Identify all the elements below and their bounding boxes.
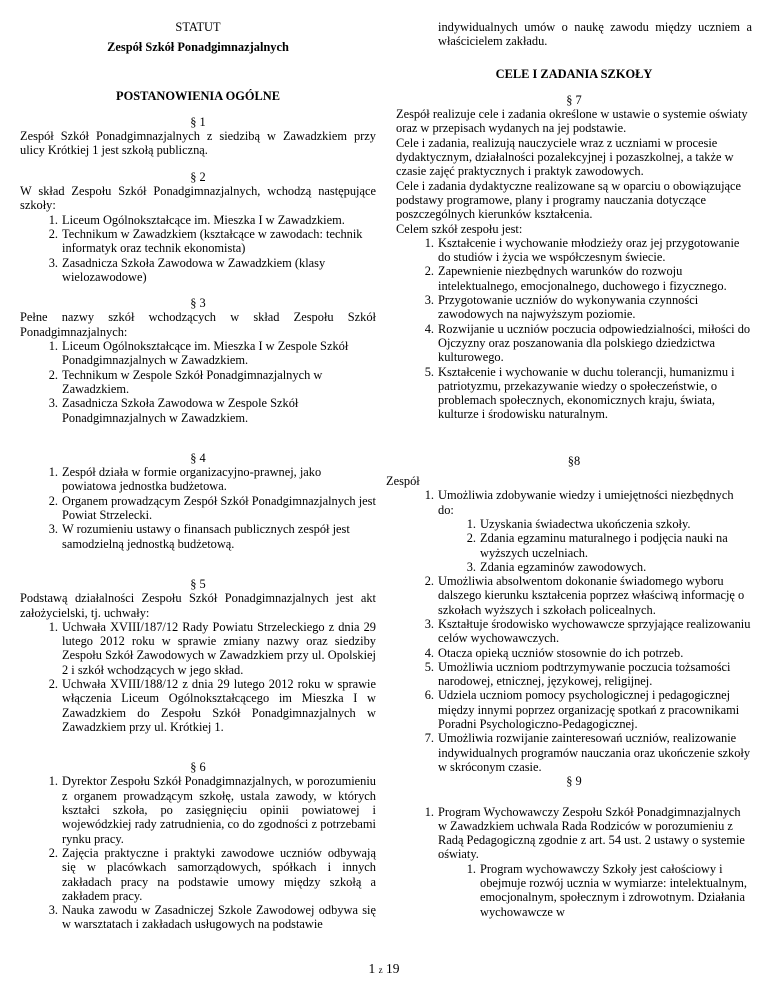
list-item: 5. Kształcenie i wychowanie w duchu tolerancji, humanizmu i patriotyzmu, przekazywanie wiedzy o społeczeństwie, o problemach społecznych, ekonomicznych kraju, świata, kulturze i środowisku naturalnym. bbox=[424, 364, 735, 422]
paragraph-5-list bbox=[20, 620, 376, 734]
sub-list-item: 2. Zdania egzaminu maturalnego i podjęcia nauki na wyższych uczelniach. bbox=[466, 531, 728, 560]
paragraph-9-sublist bbox=[438, 862, 752, 919]
list-item: 2. Uchwała XVIII/188/12 z dnia 29 lutego 2012 roku w sprawie włączenia Liceum Ogólnokształcącego im Mieszka I w Zawadzkiem do Zespołu Szkół Ponadgimnazjalnych w Zawadzkiem przy ul. Krótkiej 1. bbox=[48, 676, 376, 734]
list-item: 3. Zasadnicza Szkoła Zawodowa w Zespole Szkół Ponadgimnazjalnych w Zawadzkiem. bbox=[48, 396, 299, 425]
paragraph-6-list bbox=[20, 774, 376, 931]
list-item: 1. Umożliwia zdobywanie wiedzy i umiejętności niezbędnych do: 1. Uzyskania świadectwa ukończenia szkoły. 2. Zdania egzaminu maturalnego i podjęcia nauki na wyższych uczelniach. 3. Zdania egzaminów zawodowych. bbox=[396, 488, 752, 574]
list-item: 3. Zasadnicza Szkoła Zawodowa w Zawadzkiem (klasy wielozawodowe) bbox=[48, 255, 326, 284]
paragraph-sign-4: § 4 bbox=[190, 450, 206, 465]
section-heading-goals: CELE I ZADANIA SZKOŁY bbox=[495, 66, 653, 81]
list-item: 1. Uchwała XVIII/187/12 Rady Powiatu Strzeleckiego z dnia 29 lutego 2012 roku w sprawie zmiany nazwy oraz siedziby Zespołu Szkół Zawodowych w Zawadzkiem przy ul. Opolskiej 2 i szkół wchodzących w jego skład. bbox=[48, 619, 376, 677]
list-item: 2. Zajęcia praktyczne i praktyki zawodowe uczniów odbywają się w placówkach samorządowych, spółkach i innych zakładach pracy na podstawie umowy między szkołą a zakładem pracy. bbox=[48, 845, 376, 903]
list-item: 3. W rozumieniu ustawy o finansach publicznych zespół jest samodzielną jednostką budżetową. bbox=[48, 522, 350, 551]
paragraph-1-text: Zespół Szkół Ponadgimnazjalnych z siedzibą w Zawadzkiem przy ulicy Krótkiej 1 jest szkołą publiczną. bbox=[20, 129, 376, 158]
right-column bbox=[386, 0, 752, 919]
list-item: 2. Organem prowadzącym Zespół Szkół Ponadgimnazjalnych jest Powiat Strzelecki. bbox=[48, 493, 376, 523]
paragraph-5-intro: Podstawą działalności Zespołu Szkół Ponadgimnazjalnych jest akt założycielski, tj. uchwały: bbox=[20, 591, 376, 620]
list-item: 1. Kształcenie i wychowanie młodzieży oraz jej przygotowanie do studiów i życia we współczesnym świecie. bbox=[424, 235, 740, 265]
paragraph-sign-6: § 6 bbox=[190, 760, 206, 775]
list-item: 2. Technikum w Zawadzkiem (kształcące w zawodach: technik informatyk oraz technik ekonomista) bbox=[48, 226, 363, 256]
paragraph-7-text: Cele i zadania dydaktyczne realizowane są w oparciu o obowiązujące podstawy programowe, plany i programy nauczania dotyczące poszczególnych kierunków kształcenia. bbox=[396, 178, 742, 222]
statut-title: STATUT bbox=[175, 20, 221, 34]
section-heading-general: POSTANOWIENIA OGÓLNE bbox=[116, 88, 280, 103]
sub-list-item: 1. Program wychowawczy Szkoły jest całościowy i obejmuje rozwój ucznia w wymiarze: intelektualnym, emocjonalnym, społecznym i zdrowotnym. Działania wychowawcze w bbox=[466, 861, 747, 919]
sub-list-item: 1. Uzyskania świadectwa ukończenia szkoły. bbox=[466, 516, 691, 531]
continuation-text: indywidualnych umów o naukę zawodu między uczniem a właścicielem zakładu. bbox=[438, 20, 752, 49]
paragraph-sign-5: § 5 bbox=[190, 576, 206, 591]
list-item: 1. Liceum Ogólnokształcące im. Mieszka I w Zawadzkiem. bbox=[48, 212, 345, 227]
paragraph-8-sublist bbox=[438, 517, 752, 574]
list-item: 6. Udziela uczniom pomocy psychologicznej i pedagogicznej między innymi poprzez organizację spotkań z pracownikami Poradni Psychologiczno-Pedagogicznej. bbox=[424, 688, 740, 732]
list-item: 2. Umożliwia absolwentom dokonanie świadomego wyboru dalszego kierunku kształcenia poprzez właściwą informację o szkołach wyższych i szkołach policealnych. bbox=[424, 574, 745, 617]
page-number bbox=[0, 962, 768, 977]
paragraph-8-intro: Zespół bbox=[386, 474, 420, 489]
list-item: 1. Zespół działa w formie organizacyjno-prawnej, jako powiatowa jednostka budżetowa. bbox=[48, 465, 322, 494]
list-item: 1. Dyrektor Zespołu Szkół Ponadgimnazjalnych, w porozumieniu z organem prowadzącym szkołę, ustala zawody, w których kształci szkoła, po zasięgnięciu opinii powiatowej i wojewódzkiej rady zatrudnienia, co do zgodności z potrzebami rynku pracy. bbox=[48, 774, 376, 846]
list-item: 3. Kształtuje środowisko wychowawcze sprzyjające realizowaniu celów wychowawczych. bbox=[424, 616, 751, 646]
paragraph-2-intro: W skład Zespołu Szkół Ponadgimnazjalnych, wchodzą następujące szkoły: bbox=[20, 184, 376, 213]
list-item: 4. Rozwijanie u uczniów poczucia odpowiedzialności, miłości do Ojczyzny oraz poszanowania dla polskiego dziedzictwa kulturowego. bbox=[424, 321, 751, 365]
list-item: 3. Przygotowanie uczniów do wykonywania czynności zawodowych na najwyższym poziomie. bbox=[424, 293, 699, 322]
list-item: 1. Liceum Ogólnokształcące im. Mieszka I w Zespole Szkół Ponadgimnazjalnych w Zawadzkiem. bbox=[48, 339, 349, 368]
list-item: 3. Nauka zawodu w Zasadniczej Szkole Zawodowej odbywa się w warsztatach i zakładach usługowych na podstawie bbox=[48, 903, 376, 932]
list-item: 5. Umożliwia uczniom podtrzymywanie poczucia tożsamości narodowej, etnicznej, językowej, religijnej. bbox=[424, 659, 731, 689]
paragraph-3-intro: Pełne nazwy szkół wchodzących w skład Zespołu Szkół Ponadgimnazjalnych: bbox=[20, 310, 376, 339]
paragraph-7-list bbox=[396, 236, 752, 422]
current-page: 1 bbox=[368, 961, 376, 976]
list-item: 4. Otacza opieką uczniów stosownie do ich potrzeb. bbox=[424, 645, 684, 660]
paragraph-7-text: Celem szkół zespołu jest: bbox=[396, 221, 523, 236]
total-pages: 19 bbox=[386, 961, 400, 976]
school-name: Zespół Szkół Ponadgimnazjalnych bbox=[107, 40, 289, 55]
sub-list-item: 3. Zdania egzaminów zawodowych. bbox=[466, 559, 647, 574]
paragraph-sign-3: § 3 bbox=[190, 296, 206, 311]
paragraph-sign-2: § 2 bbox=[190, 169, 206, 184]
paragraph-sign-7: § 7 bbox=[566, 92, 582, 107]
paragraph-7-text: Zespół realizuje cele i zadania określone w ustawie o systemie oświaty oraz w przepisach wydanych na jej podstawie. bbox=[396, 107, 748, 136]
paragraph-sign-8: §8 bbox=[567, 453, 581, 468]
list-item: 2. Technikum w Zespole Szkół Ponadgimnazjalnych w Zawadzkiem. bbox=[48, 367, 323, 396]
paragraph-sign-9: § 9 bbox=[566, 774, 582, 789]
page-of-label: z bbox=[378, 965, 383, 975]
left-column bbox=[20, 0, 376, 932]
list-item: 1. Program Wychowawczy Zespołu Szkół Ponadgimnazjalnych w Zawadzkiem uchwala Rada Rodziców w porozumieniu z Radą Pedagogiczną zgodnie z art. 54 ust. 2 ustawy o systemie oświaty. 1. Program wychowawczy Szkoły jest całościowy i obejmuje rozwój ucznia w wymiarze: intelektualnym, emocjonalnym, społecznym i zdrowotnym. Działania wychowawcze w bbox=[396, 805, 752, 919]
paragraph-4-list bbox=[20, 465, 376, 551]
paragraph-8-list bbox=[396, 488, 752, 774]
list-item: 2. Zapewnienie niezbędnych warunków do rozwoju intelektualnego, emocjonalnego, duchowego i fizycznego. bbox=[424, 264, 727, 293]
paragraph-3-list bbox=[20, 339, 376, 425]
paragraph-9-list bbox=[396, 805, 752, 919]
paragraph-2-list bbox=[20, 213, 376, 284]
paragraph-7-text: Cele i zadania, realizują nauczyciele wraz z uczniami w procesie dydaktycznym, działalności pozalekcyjnej i pozaszkolnej, a także w czasie zajęć praktycznych i praktyk zawodowych. bbox=[396, 135, 734, 179]
paragraph-sign-1: § 1 bbox=[190, 114, 206, 129]
list-item: 7. Umożliwia rozwijanie zainteresowań uczniów, realizowanie indywidualnych programów nauczania oraz ukończenie szkoły w skróconym czasie. bbox=[424, 731, 751, 774]
